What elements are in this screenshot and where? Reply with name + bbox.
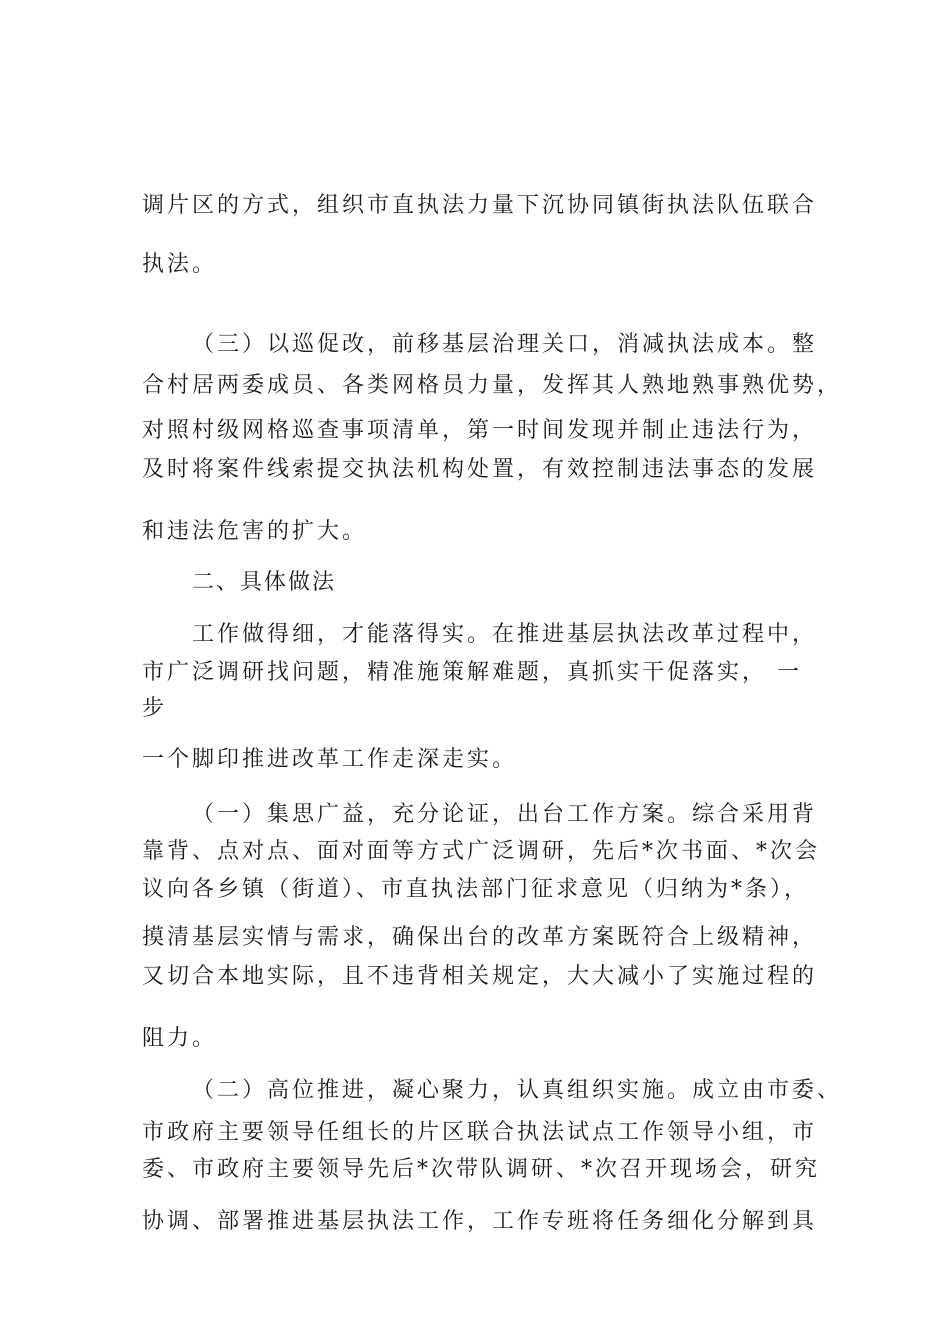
text-line: 执法。	[142, 252, 218, 277]
text-line: 协调、部署推进基层执法工作，工作专班将任务细化分解到具	[142, 1209, 818, 1234]
text-line: 摸清基层实情与需求，确保出台的改革方案既符合上级精神，	[142, 925, 818, 950]
text-line: 步	[142, 696, 168, 721]
text-line: 委、市政府主要领导先后*次带队调研、*次召开现场会，研究	[142, 1157, 821, 1182]
text-line: 及时将案件线索提交执法机构处置，有效控制违法事态的发展	[142, 457, 818, 482]
paragraph-2-start: （二）高位推进，凝心聚力，认真组织实施。成立由市委、	[192, 1078, 843, 1103]
paragraph-3-start: （三）以巡促改，前移基层治理关口，消减执法成本。整	[192, 332, 818, 357]
text-line: 合村居两委成员、各类网格员力量，发挥其人熟地熟事熟优势，	[142, 373, 843, 398]
text-line: 靠背、点对点、面对面等方式广泛调研，先后*次书面、*次会	[142, 839, 821, 864]
text-line: 议向各乡镇（街道）、市直执法部门征求意见（归纳为*条），	[142, 877, 810, 902]
text-line: 一个脚印推进改革工作走深走实。	[142, 747, 518, 772]
text-line: 市广泛调研找问题，精准施策解难题，真抓实干促落实， 一	[142, 660, 802, 685]
section-intro: 工作做得细，才能落得实。在推进基层执法改革过程中，	[192, 622, 818, 647]
text-line: 对照村级网格巡查事项清单，第一时间发现并制止违法行为，	[142, 418, 818, 443]
text-line: 和违法危害的扩大。	[142, 519, 368, 544]
text-line: 又切合本地实际，且不违背相关规定，大大减小了实施过程的	[142, 964, 818, 989]
section-heading: 二、具体做法	[192, 570, 337, 595]
text-line: 市政府主要领导任组长的片区联合执法试点工作领导小组，市	[142, 1120, 818, 1145]
text-line: 阻力。	[142, 1026, 218, 1051]
paragraph-1-start: （一）集思广益，充分论证，出台工作方案。综合采用背	[192, 802, 818, 827]
text-line: 调片区的方式，组织市直执法力量下沉协同镇街执法队伍联合	[142, 193, 818, 218]
